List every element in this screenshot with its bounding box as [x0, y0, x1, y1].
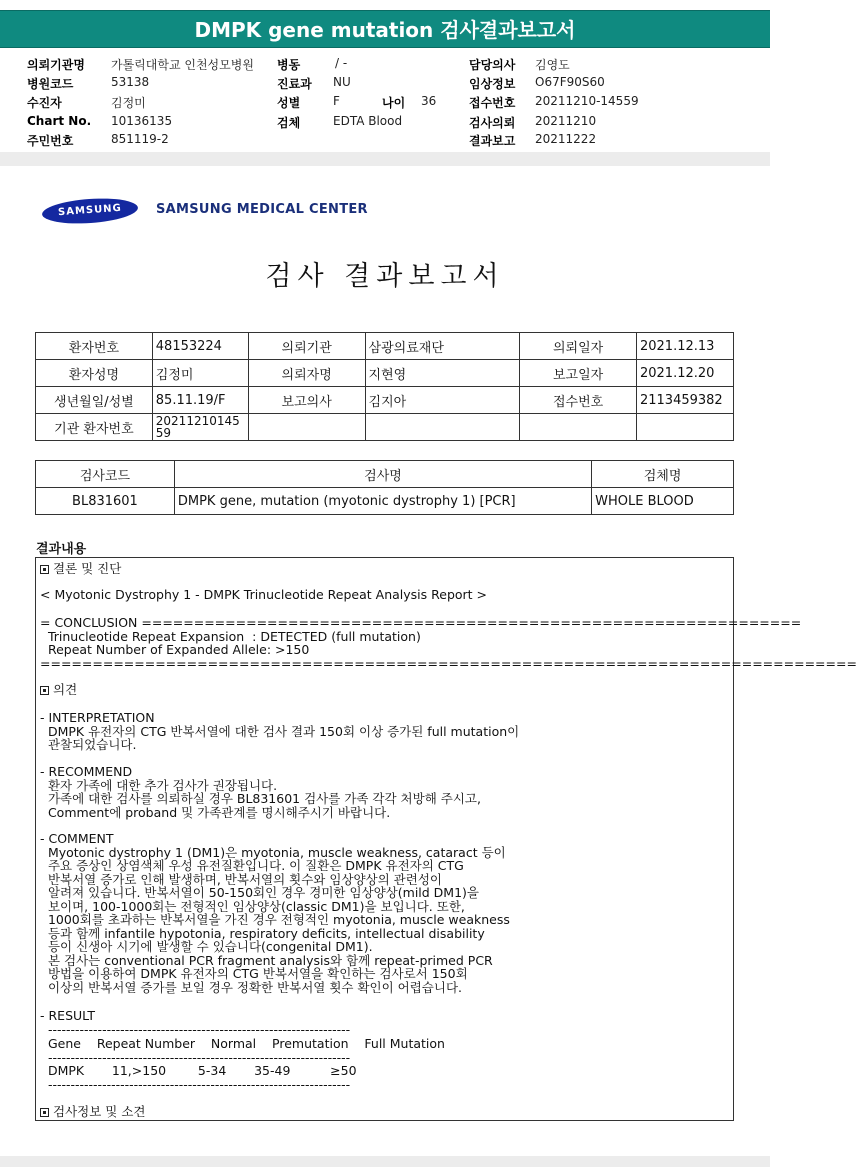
clinical-value: O67F90S60: [535, 75, 605, 89]
code-value: 53138: [111, 75, 150, 89]
result-line-text: - RECOMMEND: [40, 764, 133, 779]
result-line-text: DMPK 11,>150 5-34 35-49 ≥50: [40, 1063, 357, 1078]
result-line-text: 알려져 있습니다. 반복서열이 50-150회인 경우 경미한 임상양상(mild DM1)을: [40, 885, 479, 900]
patient-cell-value-a: 48153224: [152, 333, 248, 360]
dept-label: 진료과: [277, 77, 312, 91]
report-title-bar: DMPK gene mutation 검사결과보고서: [0, 10, 770, 48]
result-line-text: Trinucleotide Repeat Expansion : DETECTED (full mutation): [40, 629, 421, 644]
test-name-cell: DMPK gene, mutation (myotonic dystrophy 1) [PCR]: [174, 488, 591, 515]
patient-label: 수진자: [27, 96, 62, 110]
patient-table-row: [36, 360, 734, 387]
test-code-header: 검사코드: [36, 461, 175, 488]
patient-cell-value-a: 85.11.19/F: [152, 387, 248, 414]
result-line: [40, 967, 468, 981]
result-line-text: DMPK 유전자의 CTG 반복서열에 대한 검사 결과 150회 이상 증가된 full mutation이: [40, 724, 520, 739]
patient-cell-label-b: [248, 414, 365, 441]
result-content-box: [35, 557, 857, 1121]
result-line-text: ==============================================================================: [40, 656, 857, 671]
result-line-text: -------------------------------------------------------------------: [40, 1050, 351, 1065]
result-line-text: 관찰되었습니다.: [40, 737, 137, 752]
result-line: [40, 940, 373, 954]
result-line: [40, 588, 487, 602]
result-line-text: Repeat Number of Expanded Allele: >150: [40, 642, 310, 657]
patient-cell-label-b: 보고의사: [248, 387, 365, 414]
receipt-value: 20211210-14559: [535, 94, 639, 108]
result-line: [40, 832, 114, 846]
result-line-text: = CONCLUSION ===============================================================: [40, 615, 802, 630]
result-line: [40, 1078, 350, 1092]
test-name-header: 검사명: [174, 461, 591, 488]
result-line-text: 의견: [53, 682, 78, 697]
result-line-text: 가족에 대한 검사를 의뢰하실 경우 BL831601 검사를 가족 각각 처방해 주시고,: [40, 791, 481, 806]
result-line-text: - COMMENT: [40, 831, 114, 846]
center-name: SAMSUNG MEDICAL CENTER: [156, 202, 368, 217]
result-line: [40, 1023, 350, 1037]
patient-value: 김정미: [111, 96, 146, 110]
patient-cell-value-b: 김지아: [365, 387, 520, 414]
patient-cell-label-c: 접수번호: [520, 387, 637, 414]
receipt-label: 접수번호: [469, 96, 516, 110]
age-value: 36: [421, 94, 437, 108]
square-bullet-icon: [40, 686, 49, 695]
result-line-text: Comment에 proband 및 가족관계를 명시해주시기 바랍니다.: [40, 805, 391, 820]
result-line-text: 본 검사는 conventional PCR fragment analysis와 함께 repeat-primed PCR: [40, 953, 493, 968]
requested-label: 검사의뢰: [469, 116, 516, 130]
result-line-text: - RESULT: [40, 1008, 96, 1023]
patient-cell-label-b: 의뢰기관: [248, 333, 365, 360]
patient-cell-value-c: 2113459382: [636, 387, 733, 414]
square-bullet-icon: [40, 1108, 49, 1117]
result-line: [40, 711, 155, 725]
hospital-value: 가톨릭대학교 인천성모병원: [111, 58, 254, 72]
age-label: 나이: [382, 96, 406, 110]
result-line: [40, 1037, 445, 1051]
result-line: [40, 765, 132, 779]
result-line: [40, 657, 857, 671]
result-line-text: Myotonic dystrophy 1 (DM1)은 myotonia, muscle weakness, cataract 등이: [40, 845, 506, 860]
reported-label: 결과보고: [469, 134, 516, 148]
result-line-text: 환자 가족에 대한 추가 검사가 권장됩니다.: [40, 778, 278, 793]
result-line-text: 등이 신생아 시기에 발생할 수 있습니다(congenital DM1).: [40, 939, 373, 954]
result-line: [40, 806, 390, 820]
patient-cell-value-a: 20211210145 59: [152, 414, 248, 441]
section-heading: [40, 683, 77, 697]
result-line: [40, 792, 481, 806]
result-line-text: 1000회를 초과하는 반복서열을 가진 경우 전형적인 myotonia, muscle weakness: [40, 912, 510, 927]
result-line-text: 방법을 이용하여 DMPK 유전자의 CTG 반복서열을 확인하는 검사로서 150회: [40, 966, 468, 981]
samsung-logo: SAMSUNG: [41, 196, 138, 227]
result-line-text: Gene Repeat Number Normal Premutation Full Mutation: [40, 1036, 445, 1051]
patient-cell-value-b: 삼광의료재단: [365, 333, 520, 360]
result-line-text: 주요 증상인 상염색체 우성 유전질환입니다. 이 질환은 DMPK 유전자의 CTG: [40, 858, 464, 873]
dept-value: NU: [333, 75, 351, 89]
requested-value: 20211210: [535, 114, 597, 128]
patient-table: [35, 332, 734, 441]
patient-cell-label-c: 보고일자: [520, 360, 637, 387]
result-line-text: 검사정보 및 소견: [53, 1104, 146, 1119]
doctor-value: 김영도: [535, 58, 570, 72]
section-heading: [40, 562, 121, 576]
chart-value: 10136135: [111, 114, 173, 128]
test-table: [35, 460, 734, 515]
patient-cell-label-a: 생년월일/성별: [36, 387, 153, 414]
patient-cell-label-c: 의뢰일자: [520, 333, 637, 360]
specimen-name-header: 검체명: [592, 461, 734, 488]
result-line-text: 보이며, 100-1000회는 전형적인 임상양상(classic DM1)을 보입니다. 또한,: [40, 899, 465, 914]
page-title: 검사 결과보고서: [265, 261, 505, 292]
patient-cell-label-b: 의뢰자명: [248, 360, 365, 387]
specimen-name-cell: WHOLE BLOOD: [592, 488, 734, 515]
ward-value: / -: [335, 56, 348, 70]
section-heading: [40, 1105, 145, 1119]
specimen-value: EDTA Blood: [333, 114, 403, 128]
square-bullet-icon: [40, 565, 49, 574]
patient-cell-label-a: 기관 환자번호: [36, 414, 153, 441]
patient-cell-value-c: [636, 414, 733, 441]
patient-info-header: [27, 56, 757, 152]
code-label: 병원코드: [27, 77, 74, 91]
result-line-text: - INTERPRETATION: [40, 710, 155, 725]
reported-value: 20211222: [535, 132, 597, 146]
page-footer-band: [0, 1156, 770, 1167]
test-code-cell: BL831601: [36, 488, 175, 515]
patient-table-row: [36, 333, 734, 360]
sex-value: F: [333, 94, 340, 108]
result-line-text: 반복서열 증가로 인해 발생하며, 반복서열의 횟수와 임상양상의 관련성이: [40, 872, 442, 887]
result-line: [40, 886, 479, 900]
hospital-label: 의뢰기관명: [27, 58, 85, 72]
clinical-label: 임상정보: [469, 77, 516, 91]
doctor-label: 담당의사: [469, 58, 516, 72]
result-line: [40, 981, 462, 995]
result-line: [40, 1009, 95, 1023]
patient-cell-label-a: 환자성명: [36, 360, 153, 387]
patient-cell-value-b: [365, 414, 520, 441]
result-line: [40, 738, 136, 752]
patient-table-row: [36, 414, 734, 441]
chart-label: Chart No.: [27, 114, 92, 128]
patient-cell-label-a: 환자번호: [36, 333, 153, 360]
result-line-text: 이상의 반복서열 증가를 보일 경우 정확한 반복서열 횟수 확인이 어렵습니다.: [40, 980, 463, 995]
patient-cell-value-b: 지현영: [365, 360, 520, 387]
ssn-value: 851119-2: [111, 132, 169, 146]
patient-cell-value-c: 2021.12.20: [636, 360, 733, 387]
result-heading: 결과내용: [36, 542, 87, 557]
section-divider: [0, 152, 770, 166]
specimen-label: 검체: [277, 116, 301, 130]
patient-cell-label-c: [520, 414, 637, 441]
result-line-text: < Myotonic Dystrophy 1 - DMPK Trinucleotide Repeat Analysis Report >: [40, 587, 488, 602]
sex-label: 성별: [277, 96, 301, 110]
result-line-text: -------------------------------------------------------------------: [40, 1022, 351, 1037]
result-line: [40, 1064, 357, 1078]
result-line: [40, 616, 801, 630]
ward-label: 병동: [277, 58, 301, 72]
result-line: [40, 859, 464, 873]
result-line-text: 등과 함께 infantile hypotonia, respiratory deficits, intellectual disability: [40, 926, 485, 941]
patient-table-row: [36, 387, 734, 414]
result-line: [40, 643, 309, 657]
result-line-text: -------------------------------------------------------------------: [40, 1077, 351, 1092]
patient-cell-value-a: 김정미: [152, 360, 248, 387]
ssn-label: 주민번호: [27, 134, 74, 148]
result-line: [40, 913, 510, 927]
result-line-text: 결론 및 진단: [53, 561, 122, 576]
report-page: [0, 166, 857, 1156]
patient-cell-value-c: 2021.12.13: [636, 333, 733, 360]
